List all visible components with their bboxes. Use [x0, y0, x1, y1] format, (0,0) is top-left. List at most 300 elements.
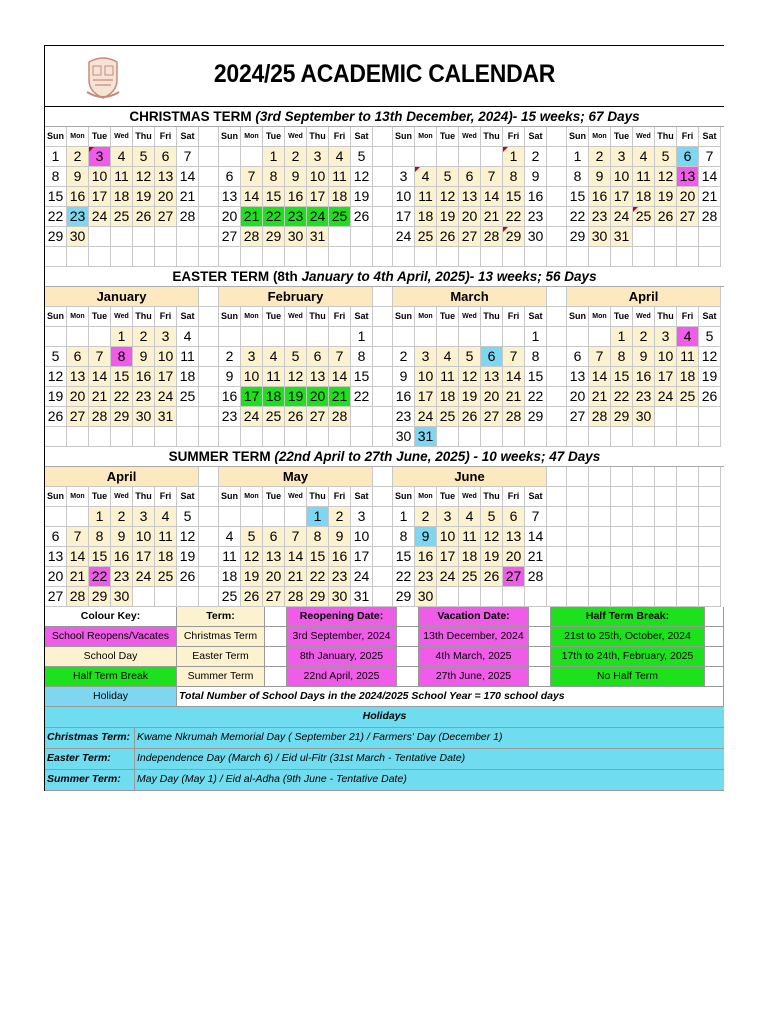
weekday-header-sun: Sun [567, 127, 589, 147]
day-cell: 16 [329, 547, 351, 567]
term-name: Easter Term [177, 647, 265, 667]
weekday-header-sun: Sun [45, 307, 67, 327]
week-row [45, 227, 724, 247]
gap-cell [547, 167, 567, 187]
empty-cell [111, 247, 133, 267]
weekday-header-mon: Mon [241, 127, 263, 147]
key-cell [397, 667, 419, 687]
weekday-header-mon: Mon [415, 487, 437, 507]
day-cell: 21 [503, 387, 525, 407]
gap-cell [199, 327, 219, 347]
day-cell: 16 [393, 387, 415, 407]
gap-cell [199, 427, 219, 447]
day-cell: 12 [351, 167, 373, 187]
day-cell: 28 [329, 407, 351, 427]
day-cell: 14 [503, 367, 525, 387]
empty-cell [589, 327, 611, 347]
day-cell: 30 [329, 587, 351, 607]
empty-cell [677, 487, 699, 507]
day-cell: 20 [567, 387, 589, 407]
weekday-header-tue: Tue [437, 127, 459, 147]
gap-cell [373, 427, 393, 447]
day-cell: 25 [111, 207, 133, 227]
day-cell: 22 [111, 387, 133, 407]
day-cell: 24 [155, 387, 177, 407]
empty-cell [307, 247, 329, 267]
gap-cell [547, 327, 567, 347]
empty-cell [567, 547, 589, 567]
day-cell: 26 [481, 567, 503, 587]
empty-cell [241, 327, 263, 347]
day-cell: 2 [329, 507, 351, 527]
key-cell [265, 647, 287, 667]
day-cell: 1 [611, 327, 633, 347]
day-cell: 6 [677, 147, 699, 167]
day-cell: 19 [655, 187, 677, 207]
day-cell: 20 [67, 387, 89, 407]
day-cell: 13 [67, 367, 89, 387]
weekday-header-sun: Sun [393, 127, 415, 147]
day-cell: 14 [285, 547, 307, 567]
empty-cell [503, 247, 525, 267]
day-cell: 21 [329, 387, 351, 407]
day-cell: 21 [481, 207, 503, 227]
day-cell: 5 [241, 527, 263, 547]
empty-cell [351, 227, 373, 247]
day-cell: 19 [437, 207, 459, 227]
day-cell: 4 [177, 327, 199, 347]
weekday-header-sat: Sat [525, 487, 547, 507]
gap-cell [373, 327, 393, 347]
weekday-header-tue: Tue [437, 307, 459, 327]
empty-cell [589, 247, 611, 267]
day-cell: 20 [307, 387, 329, 407]
day-cell: 5 [351, 147, 373, 167]
day-cell: 13 [459, 187, 481, 207]
day-cell: 8 [503, 167, 525, 187]
day-cell: 2 [633, 327, 655, 347]
day-cell: 15 [611, 367, 633, 387]
day-cell: 15 [567, 187, 589, 207]
empty-cell [699, 487, 721, 507]
empty-cell [285, 327, 307, 347]
gap-cell [199, 187, 219, 207]
key-cell [705, 667, 724, 687]
key-row [45, 627, 724, 647]
empty-cell [155, 227, 177, 247]
day-cell: 13 [263, 547, 285, 567]
empty-cell [567, 467, 589, 487]
holiday-list: May Day (May 1) / Eid al-Adha (9th June - Tentative Date) [137, 773, 407, 785]
day-cell: 11 [329, 167, 351, 187]
day-cell: 12 [481, 527, 503, 547]
empty-cell [481, 427, 503, 447]
day-cell: 24 [393, 227, 415, 247]
weekday-header-wed: Wed [285, 307, 307, 327]
day-cell: 17 [89, 187, 111, 207]
week-row [45, 207, 724, 227]
day-cell: 10 [307, 167, 329, 187]
day-cell: 20 [219, 207, 241, 227]
empty-cell [177, 247, 199, 267]
day-cell: 25 [177, 387, 199, 407]
empty-cell [307, 427, 329, 447]
empty-cell [655, 467, 677, 487]
day-cell: 18 [263, 387, 285, 407]
weekday-header-sun: Sun [219, 487, 241, 507]
day-cell: 14 [525, 527, 547, 547]
empty-cell [633, 507, 655, 527]
empty-cell [89, 327, 111, 347]
empty-cell [633, 487, 655, 507]
day-cell: 6 [459, 167, 481, 187]
gap-cell [199, 387, 219, 407]
empty-cell [177, 427, 199, 447]
day-cell: 22 [45, 207, 67, 227]
day-cell: 26 [655, 207, 677, 227]
empty-cell [525, 247, 547, 267]
day-cell: 20 [481, 387, 503, 407]
day-cell: 1 [525, 327, 547, 347]
day-cell: 11 [459, 527, 481, 547]
day-cell: 5 [133, 147, 155, 167]
day-cell: 19 [241, 567, 263, 587]
empty-cell [699, 507, 721, 527]
day-cell: 24 [133, 567, 155, 587]
gap-cell [547, 407, 567, 427]
weekday-header-sun: Sun [219, 127, 241, 147]
day-cell: 9 [415, 527, 437, 547]
empty-cell [437, 247, 459, 267]
day-cell: 26 [699, 387, 721, 407]
week-row [45, 507, 724, 527]
day-cell: 27 [481, 407, 503, 427]
day-cell: 20 [459, 207, 481, 227]
day-cell: 22 [393, 567, 415, 587]
empty-cell [351, 407, 373, 427]
day-cell: 16 [67, 187, 89, 207]
empty-cell [133, 247, 155, 267]
empty-cell [45, 507, 67, 527]
day-cell: 29 [525, 407, 547, 427]
term-detail: (22nd April to 27th June, 2025) - 10 weeks; 47 Days [270, 449, 601, 464]
empty-cell [45, 427, 67, 447]
day-cell: 11 [263, 367, 285, 387]
day-cell: 9 [133, 347, 155, 367]
day-cell: 26 [45, 407, 67, 427]
empty-cell [611, 547, 633, 567]
colour-key-label: Colour Key: [45, 607, 177, 627]
day-cell: 3 [415, 347, 437, 367]
empty-cell [699, 247, 721, 267]
weekday-header-sat: Sat [351, 307, 373, 327]
day-cell: 18 [633, 187, 655, 207]
empty-cell [567, 487, 589, 507]
day-cell: 5 [45, 347, 67, 367]
weekday-header-sat: Sat [525, 307, 547, 327]
weekday-header-wed: Wed [285, 487, 307, 507]
day-cell: 19 [699, 367, 721, 387]
day-cell: 22 [89, 567, 111, 587]
term-title-2 [45, 447, 724, 467]
day-cell: 18 [677, 367, 699, 387]
empty-cell [155, 427, 177, 447]
weekday-header-fri: Fri [329, 127, 351, 147]
reopening-date: 8th January, 2025 [287, 647, 397, 667]
empty-cell [219, 147, 241, 167]
gap-cell [547, 207, 567, 227]
empty-cell [67, 427, 89, 447]
empty-cell [329, 247, 351, 267]
gap-cell [199, 147, 219, 167]
day-cell: 30 [133, 407, 155, 427]
key-cell [397, 607, 419, 627]
weekday-header-sat: Sat [177, 307, 199, 327]
day-cell: 13 [503, 527, 525, 547]
day-cell: 1 [567, 147, 589, 167]
day-cell: 12 [133, 167, 155, 187]
empty-cell [699, 407, 721, 427]
day-cell: 19 [177, 547, 199, 567]
day-cell: 19 [459, 387, 481, 407]
weekday-header-sat: Sat [177, 487, 199, 507]
day-cell: 16 [285, 187, 307, 207]
day-cell: 25 [415, 227, 437, 247]
day-cell: 28 [67, 587, 89, 607]
empty-cell [699, 427, 721, 447]
gap-cell [199, 487, 219, 507]
day-cell: 2 [415, 507, 437, 527]
empty-cell [525, 587, 547, 607]
empty-cell [415, 247, 437, 267]
half-term-label: Half Term Break: [551, 607, 705, 627]
day-cell: 18 [177, 367, 199, 387]
day-cell: 4 [459, 507, 481, 527]
empty-cell [67, 247, 89, 267]
weekday-header-mon: Mon [241, 307, 263, 327]
empty-cell [699, 567, 721, 587]
day-cell: 22 [503, 207, 525, 227]
day-cell: 29 [89, 587, 111, 607]
day-cell: 14 [481, 187, 503, 207]
day-cell: 5 [655, 147, 677, 167]
day-cell: 14 [67, 547, 89, 567]
day-cell: 8 [567, 167, 589, 187]
empty-cell [415, 147, 437, 167]
weekday-header-wed: Wed [111, 487, 133, 507]
day-cell: 29 [611, 407, 633, 427]
day-cell: 1 [351, 327, 373, 347]
weekday-header-fri: Fri [155, 307, 177, 327]
day-cell: 27 [219, 227, 241, 247]
weekday-header-thu: Thu [307, 307, 329, 327]
gap-cell [373, 187, 393, 207]
day-cell: 14 [699, 167, 721, 187]
terms-container [45, 107, 724, 607]
day-cell: 13 [45, 547, 67, 567]
day-cell: 22 [567, 207, 589, 227]
empty-cell [351, 427, 373, 447]
day-cell: 25 [459, 567, 481, 587]
day-cell: 23 [393, 407, 415, 427]
day-cell: 5 [177, 507, 199, 527]
term-label: Term: [177, 607, 265, 627]
day-cell: 23 [111, 567, 133, 587]
day-cell: 3 [393, 167, 415, 187]
empty-cell [437, 147, 459, 167]
month-name-row [45, 467, 724, 487]
day-cell: 8 [263, 167, 285, 187]
day-cell: 23 [67, 207, 89, 227]
key-cell [529, 607, 551, 627]
empty-cell [285, 247, 307, 267]
empty-cell [525, 427, 547, 447]
day-cell: 9 [67, 167, 89, 187]
day-cell: 4 [633, 147, 655, 167]
day-cell: 4 [437, 347, 459, 367]
empty-cell [655, 587, 677, 607]
empty-cell [219, 247, 241, 267]
weekday-header-thu: Thu [481, 127, 503, 147]
day-cell: 15 [393, 547, 415, 567]
empty-cell [567, 507, 589, 527]
gap-cell [199, 587, 219, 607]
weekday-header-tue: Tue [263, 307, 285, 327]
term-detail-start: (8th [269, 269, 302, 284]
day-cell: 24 [437, 567, 459, 587]
holidays-table [45, 707, 724, 791]
day-cell: 27 [67, 407, 89, 427]
day-cell: 26 [437, 227, 459, 247]
empty-cell [329, 427, 351, 447]
day-cell: 10 [611, 167, 633, 187]
empty-cell [589, 467, 611, 487]
day-cell: 20 [503, 547, 525, 567]
day-cell: 20 [677, 187, 699, 207]
day-cell: 13 [567, 367, 589, 387]
gap-cell [199, 307, 219, 327]
day-cell: 19 [45, 387, 67, 407]
weekday-header-mon: Mon [415, 307, 437, 327]
empty-cell [589, 527, 611, 547]
empty-cell [415, 327, 437, 347]
empty-cell [633, 247, 655, 267]
day-cell: 27 [307, 407, 329, 427]
weekday-header-thu: Thu [307, 487, 329, 507]
day-cell: 21 [525, 547, 547, 567]
day-cell: 3 [241, 347, 263, 367]
gap-cell [547, 467, 567, 487]
day-cell: 9 [111, 527, 133, 547]
weekday-header-fri: Fri [503, 307, 525, 327]
term-name: Summer Term [177, 667, 265, 687]
week-row [45, 187, 724, 207]
empty-cell [263, 327, 285, 347]
page-title: 2024/25 ACADEMIC CALENDAR [213, 60, 556, 88]
total-row [45, 687, 724, 707]
week-row [45, 567, 724, 587]
day-cell: 1 [89, 507, 111, 527]
weekday-header-fri: Fri [329, 307, 351, 327]
weekday-header-fri: Fri [677, 307, 699, 327]
gap-cell [373, 167, 393, 187]
empty-cell [241, 427, 263, 447]
empty-cell [285, 507, 307, 527]
weekday-header-tue: Tue [89, 307, 111, 327]
day-cell: 20 [155, 187, 177, 207]
empty-cell [567, 587, 589, 607]
day-cell: 6 [503, 507, 525, 527]
day-cell: 24 [351, 567, 373, 587]
week-row [45, 587, 724, 607]
day-cell: 26 [351, 207, 373, 227]
day-cell: 18 [329, 187, 351, 207]
empty-cell [655, 247, 677, 267]
holiday-term: Summer Term: [45, 770, 135, 790]
day-cell: 3 [611, 147, 633, 167]
gap-cell [199, 467, 219, 487]
day-cell: 21 [699, 187, 721, 207]
empty-cell [567, 567, 589, 587]
gap-cell [373, 127, 393, 147]
weekday-header-wed: Wed [285, 127, 307, 147]
day-cell: 12 [285, 367, 307, 387]
holiday-term: Easter Term: [45, 749, 135, 769]
weekday-header-fri: Fri [329, 487, 351, 507]
empty-cell [393, 147, 415, 167]
day-cell: 30 [415, 587, 437, 607]
weekday-header-sun: Sun [393, 307, 415, 327]
empty-cell [241, 507, 263, 527]
day-cell: 23 [633, 387, 655, 407]
day-cell: 27 [677, 207, 699, 227]
empty-cell [699, 467, 721, 487]
day-cell: 29 [111, 407, 133, 427]
empty-cell [177, 407, 199, 427]
day-cell: 30 [111, 587, 133, 607]
gap-cell [547, 127, 567, 147]
empty-cell [219, 427, 241, 447]
day-cell: 23 [133, 387, 155, 407]
day-cell: 22 [263, 207, 285, 227]
gap-cell [373, 387, 393, 407]
weekday-header-thu: Thu [481, 487, 503, 507]
day-cell: 17 [655, 367, 677, 387]
day-cell: 31 [307, 227, 329, 247]
day-cell: 10 [415, 367, 437, 387]
empty-cell [459, 587, 481, 607]
weekday-header-wed: Wed [459, 127, 481, 147]
gap-cell [547, 247, 567, 267]
calendar-sheet [44, 45, 724, 791]
empty-cell [589, 547, 611, 567]
half-term-date: 21st to 25th, October, 2024 [551, 627, 705, 647]
weekday-header-mon: Mon [241, 487, 263, 507]
day-cell: 7 [67, 527, 89, 547]
day-cell: 1 [307, 507, 329, 527]
day-cell: 15 [525, 367, 547, 387]
weekday-row [45, 307, 724, 327]
weekday-header-thu: Thu [481, 307, 503, 327]
empty-cell [655, 567, 677, 587]
day-cell: 9 [219, 367, 241, 387]
week-row [45, 347, 724, 367]
empty-cell [503, 327, 525, 347]
day-cell: 31 [611, 227, 633, 247]
day-cell: 3 [351, 507, 373, 527]
day-cell: 10 [89, 167, 111, 187]
empty-cell [655, 527, 677, 547]
